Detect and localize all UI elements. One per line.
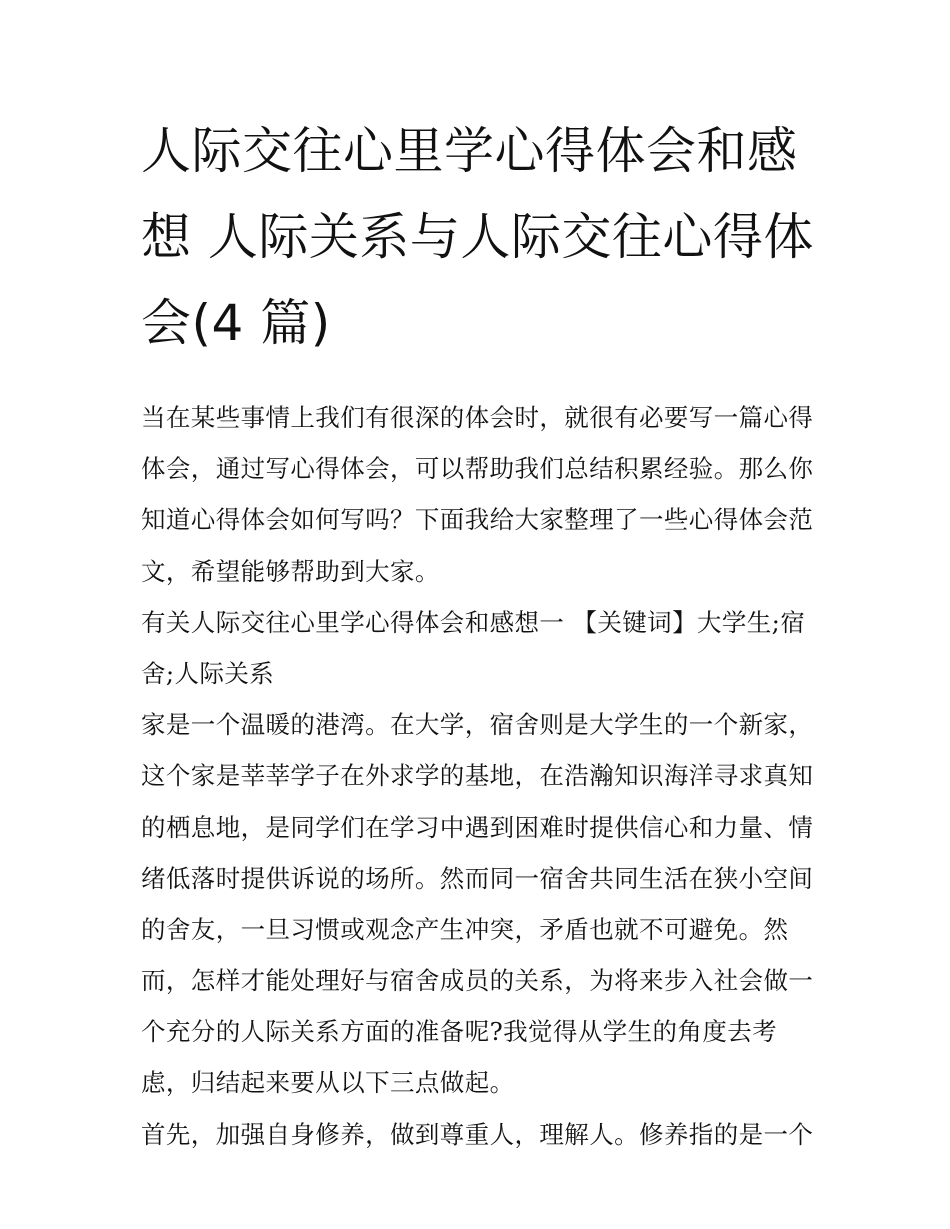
document-page (141, 108, 813, 1160)
title-line: 会(4 篇) (141, 294, 331, 352)
body-paragraph-line: 这个家是莘莘学子在外求学的基地，在浩瀚知识海洋寻求真知 (141, 761, 814, 791)
document-title (141, 108, 813, 366)
body-paragraph-line: 虑，归结起来要从以下三点做起。 (141, 1068, 515, 1098)
intro-paragraph-line: 知道心得体会如何写吗？下面我给大家整理了一些心得体会范 (141, 505, 814, 535)
title-line: 人际交往心里学心得体会和感 (141, 122, 798, 180)
keywords-line: 有关人际交往心里学心得体会和感想一 【关键词】大学生;宿 (141, 607, 806, 637)
body-paragraph-line: 首先，加强自身修养，做到尊重人，理解人。修养指的是一个 (141, 1119, 814, 1149)
intro-paragraph-line: 当在某些事情上我们有很深的体会时，就很有必要写一篇心得 (141, 403, 814, 432)
body-paragraph-line: 的舍友，一旦习惯或观念产生冲突，矛盾也就不可避免。然 (141, 914, 789, 944)
body-paragraph-line: 家是一个温暖的港湾。在大学，宿舍则是大学生的一个新家， (141, 710, 814, 740)
keywords-line: 舍;人际关系 (141, 658, 275, 688)
title-line: 想 人际关系与人际交往心得体 (141, 208, 814, 266)
intro-paragraph-line: 体会，通过写心得体会，可以帮助我们总结积累经验。那么你 (141, 454, 814, 484)
document-body (141, 392, 813, 1160)
body-paragraph-line: 的栖息地，是同学们在学习中遇到困难时提供信心和力量、情 (141, 812, 814, 842)
body-paragraph-line: 个充分的人际关系方面的准备呢?我觉得从学生的角度去考 (141, 1017, 778, 1047)
body-paragraph-line: 而，怎样才能处理好与宿舍成员的关系，为将来步入社会做一 (141, 966, 814, 996)
intro-paragraph-line: 文，希望能够帮助到大家。 (141, 556, 440, 586)
body-paragraph-line: 绪低落时提供诉说的场所。然而同一宿舍共同生活在狭小空间 (141, 863, 814, 893)
